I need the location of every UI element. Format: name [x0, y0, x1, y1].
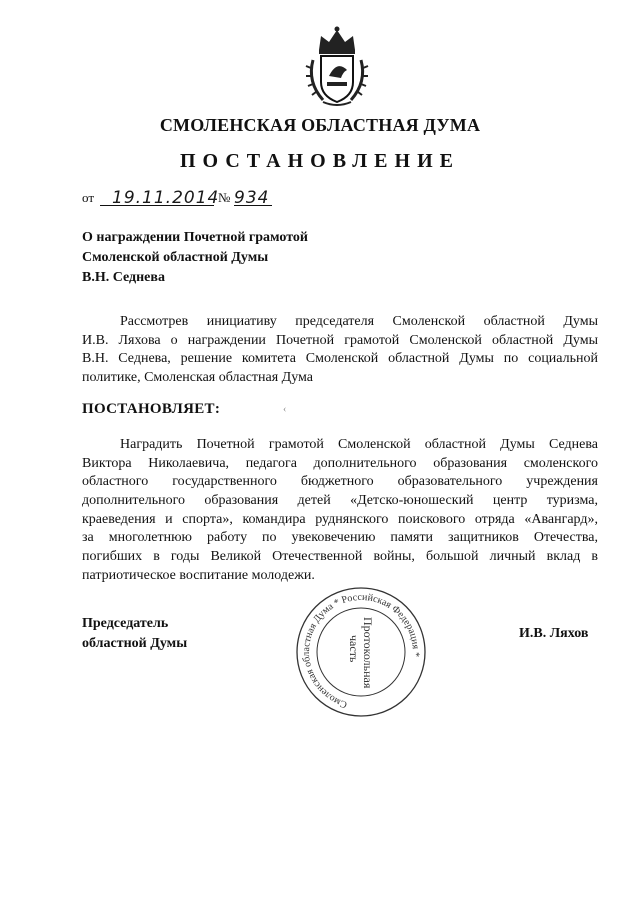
stamp-center-text-2: часть: [347, 635, 361, 663]
from-label: от: [82, 190, 95, 205]
decision-line: погибших в годы Великой Отечественной войны, большой личный вклад в: [82, 549, 598, 565]
preamble-line: И.В. Ляхова о награждении Почетной грамотой Смоленской областной Думы: [82, 332, 598, 348]
subject-line: Смоленской областной Думы: [82, 250, 269, 265]
official-stamp: [294, 585, 428, 719]
decision-paragraph: [82, 436, 598, 586]
date-underline: [112, 205, 214, 206]
signatory-name: И.В. Ляхов: [519, 626, 589, 641]
stamp-center-text-1: Протокольная: [361, 617, 375, 689]
preamble-line: В.Н. Седнева, решение комитета Смоленской областной Думы по социальной: [82, 351, 598, 367]
decision-line: патриотическое воспитание молодежи.: [82, 567, 315, 583]
decision-line: Виктора Николаевича, педагога дополнительного образования смоленского: [82, 455, 598, 471]
handwritten-date: 19.11.2014: [112, 188, 220, 208]
subject-line: В.Н. Седнева: [82, 270, 165, 285]
stamp-ring-text: Смоленская областная Дума * Российская Федерация *: [300, 591, 422, 710]
preamble-line: Рассмотрев инициативу председателя Смоленской областной Думы: [120, 314, 598, 329]
position-line: областной Думы: [82, 636, 188, 651]
signatory-position: [82, 614, 187, 654]
number-label: №: [218, 190, 231, 205]
preamble-line: политике, Смоленская областная Дума: [82, 370, 314, 386]
coat-of-arms-icon: [303, 24, 371, 108]
organization-title: СМОЛЕНСКАЯ ОБЛАСТНАЯ ДУМА: [159, 115, 481, 135]
decision-line: областного государственного бюджетного образовательного учреждения: [82, 474, 598, 490]
decree-label: ПОСТАНОВЛЯЕТ:: [82, 401, 221, 417]
date-number-line: [82, 186, 382, 212]
decision-line: Наградить Почетной грамотой Смоленской областной Думы Седнева: [120, 437, 598, 452]
decision-line: краеведения и спорта», командира руднянского поискового отряда «Авангард»,: [82, 511, 598, 527]
scan-mark: ‹: [283, 404, 287, 415]
decision-line: за многолетнюю работу по увековечению памяти защитников Отечества,: [82, 530, 598, 546]
document-type-title: ПОСТАНОВЛЕНИЕ: [180, 150, 460, 172]
handwritten-number: 934: [234, 188, 270, 208]
preamble-paragraph: [82, 313, 598, 388]
number-underline: [234, 205, 272, 206]
decision-line: дополнительного образования детей «Детско-юношеский центр туризма,: [82, 493, 598, 509]
position-line: Председатель: [82, 616, 169, 631]
subject-block: [82, 228, 382, 288]
subject-line: О награждении Почетной грамотой: [82, 230, 308, 245]
